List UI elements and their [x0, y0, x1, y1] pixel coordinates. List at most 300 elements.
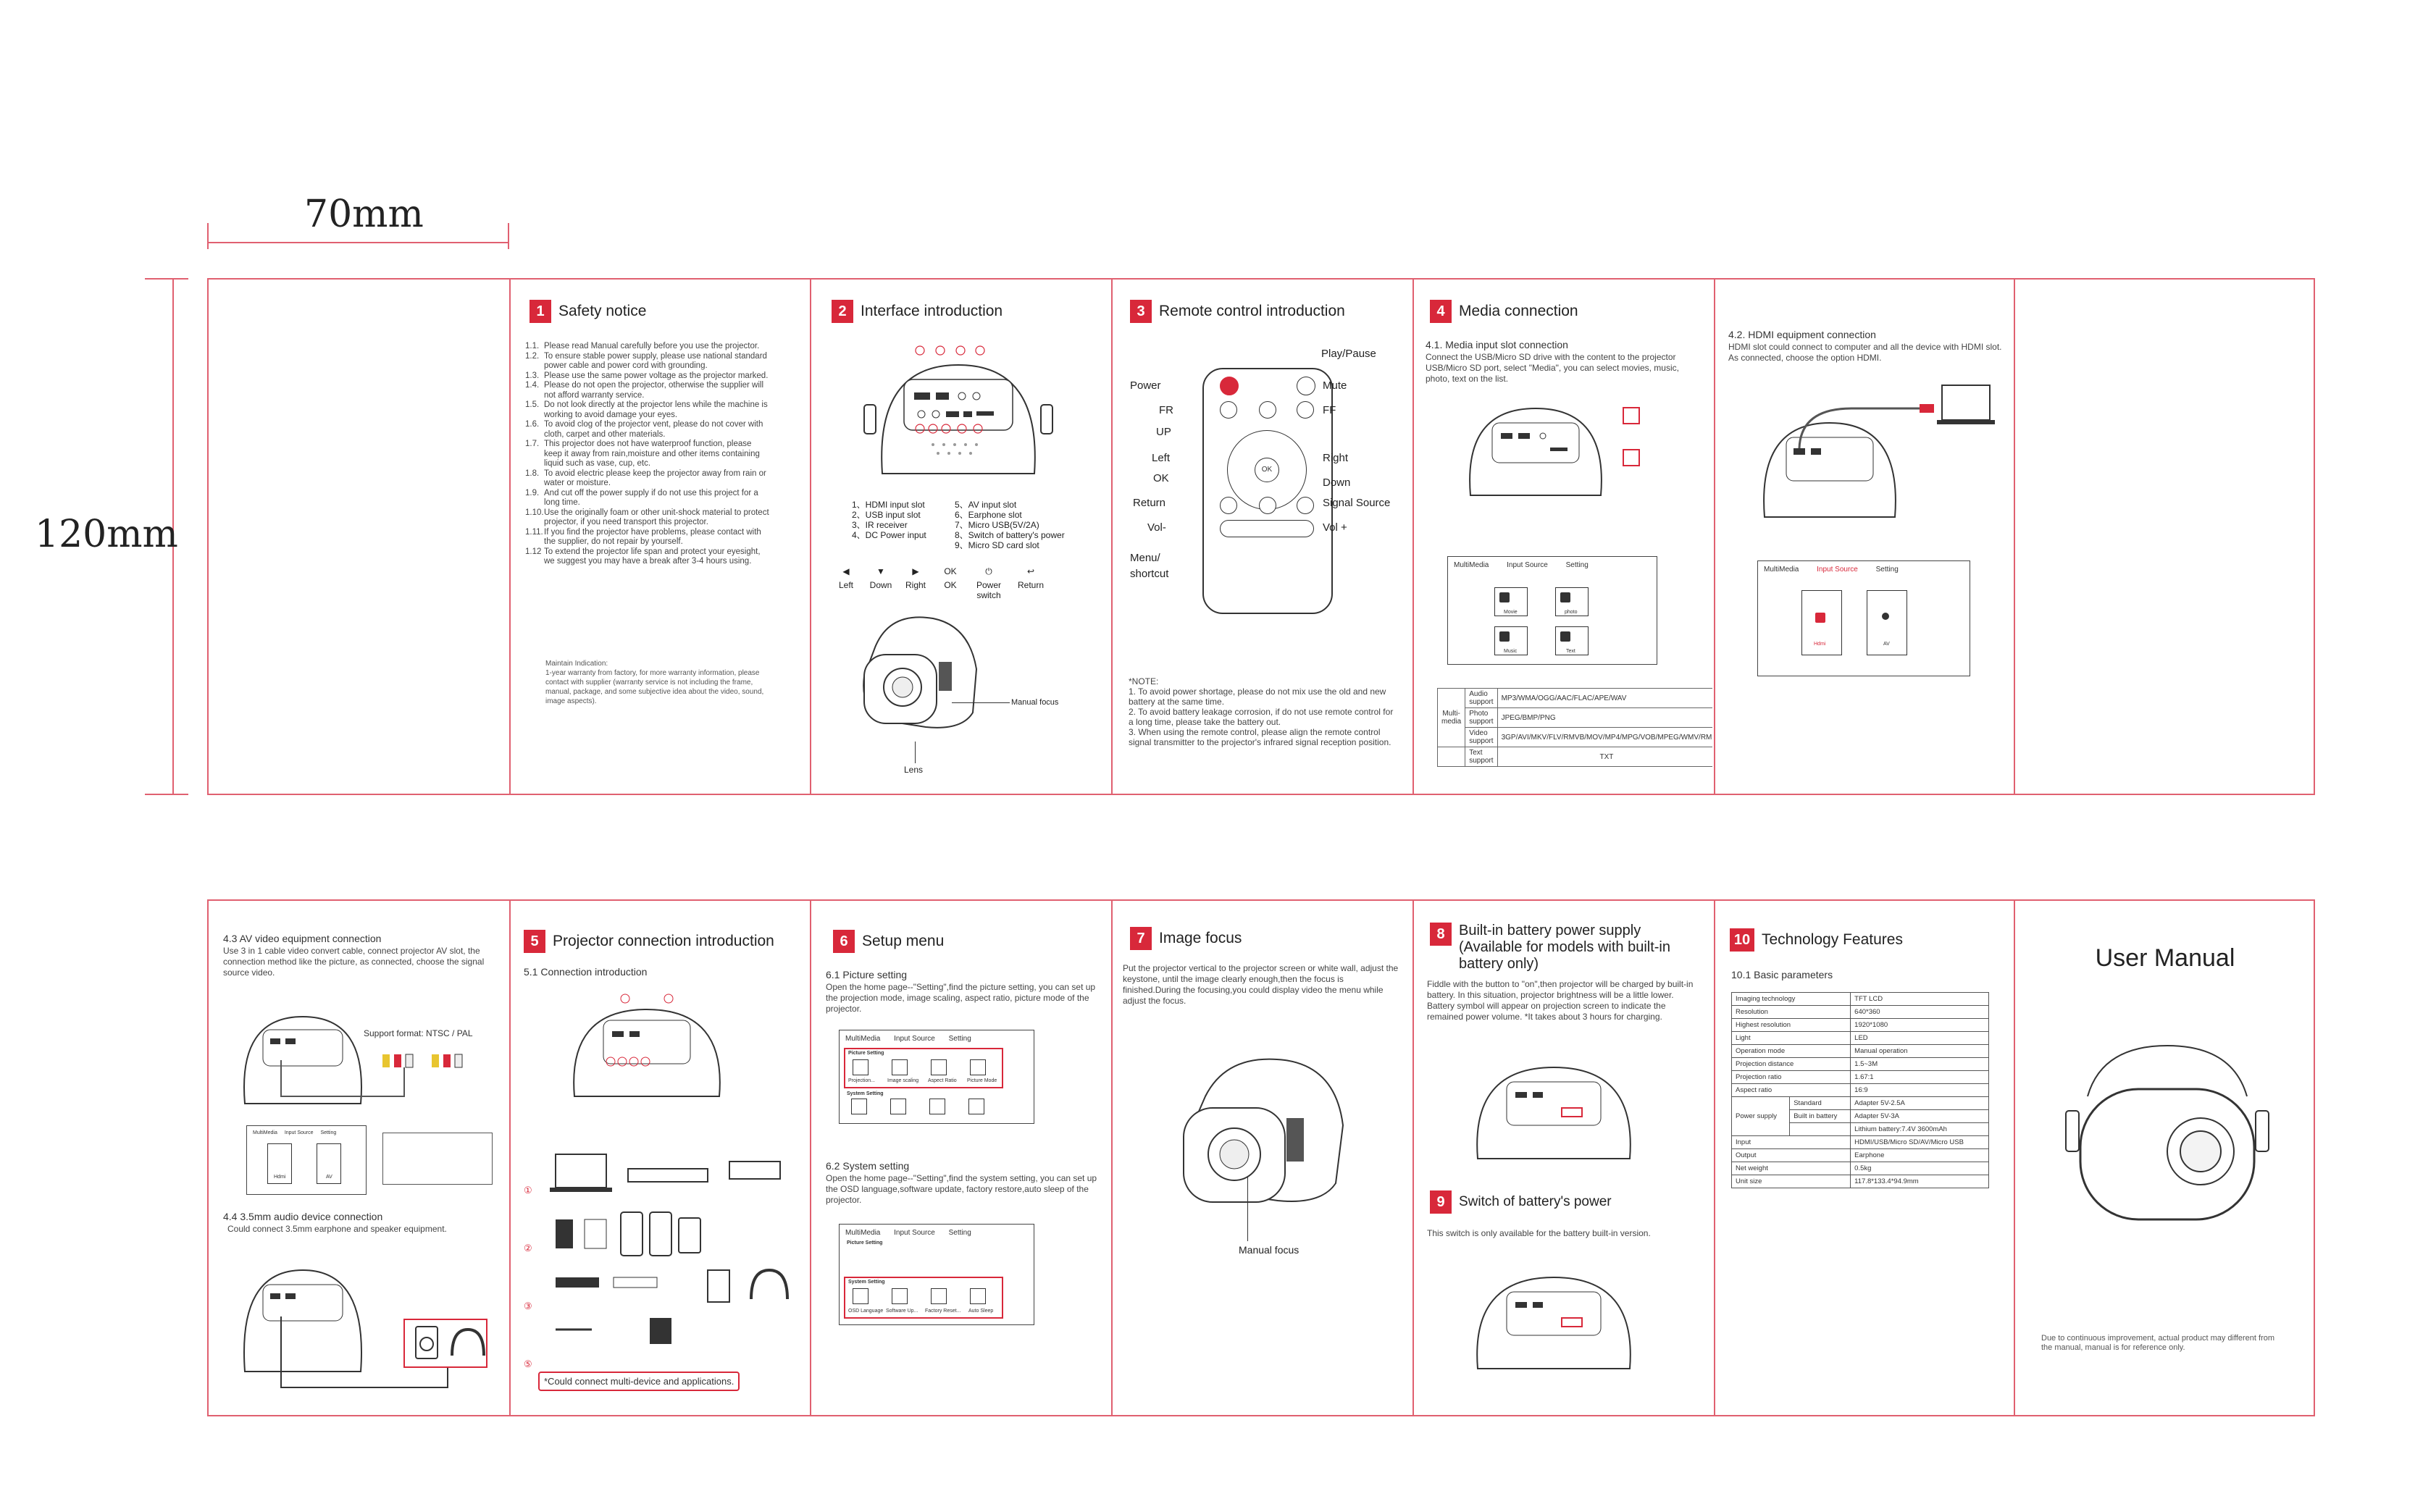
spec-row — [1732, 1084, 1989, 1097]
note-title: *NOTE: — [1129, 676, 1159, 686]
section-number: 2 — [832, 300, 853, 323]
music-tile[interactable] — [1494, 626, 1528, 655]
projector-side-illustration — [846, 604, 991, 742]
battery-heading — [1430, 923, 1691, 973]
remote-label: Mute — [1323, 379, 1347, 392]
ok-button[interactable]: OK — [1255, 458, 1279, 482]
image-scaling-tile[interactable] — [892, 1059, 908, 1075]
spec-value: 1920*1080 — [1851, 1019, 1989, 1032]
section-title: Safety notice — [558, 303, 647, 319]
support-format: Support format: NTSC / PAL — [364, 1028, 473, 1038]
section-number: 5 — [524, 930, 545, 953]
safety-item-text: If you find the projector have problems, please contact with the supplier, do not repair by yourself. — [544, 527, 761, 546]
av-source-tile[interactable] — [317, 1143, 341, 1184]
maintain-title: Maintain Indication: — [545, 660, 608, 668]
movie-tile[interactable] — [1494, 587, 1528, 616]
note-item: 3. When using the remote control, please align the remote control signal transmitter to the projector's infrared signal reception position. — [1129, 727, 1391, 747]
table-group-label: Multi-media — [1438, 689, 1465, 747]
spec-value: Earphone — [1851, 1149, 1989, 1162]
spec-value: LED — [1851, 1032, 1989, 1045]
safety-item-text: Do not look directly at the projector lens while the machine is working to avoid damage your eyes. — [544, 400, 768, 419]
safety-item-text: To avoid clog of the projector vent, please do not cover with cloth, carpet and other materials. — [544, 420, 763, 439]
right-icon: ▶ — [912, 566, 919, 576]
manual-focus-callout: Manual focus — [1011, 698, 1059, 707]
system-text: Open the home page--"Setting",find the system setting, you can set up the OSD language,software update, factory restore,auto sleep of the projector. — [826, 1173, 1097, 1205]
projector-focus-illustration — [1162, 1046, 1357, 1219]
audio-subheading: 4.4 3.5mm audio device connection — [223, 1211, 383, 1222]
text-tile[interactable] — [1555, 626, 1589, 655]
nav-keys — [829, 566, 1075, 600]
focus-heading — [1130, 927, 1242, 950]
safety-item-text: And cut off the power supply if do not use this project for a long time. — [544, 488, 758, 507]
nav-label: Right — [905, 580, 926, 590]
section-number: 10 — [1730, 928, 1754, 952]
spec-row — [1732, 993, 1989, 1006]
port-item: 4、DC Power input — [852, 530, 926, 540]
tab-setting[interactable]: Setting — [1565, 561, 1589, 569]
connection-note: *Could connect multi-device and applications. — [538, 1372, 740, 1391]
group-label: System Setting — [848, 1280, 885, 1285]
ff-button[interactable] — [1297, 401, 1314, 419]
nav-label: OK — [944, 580, 957, 590]
spec-key: Light — [1732, 1032, 1851, 1045]
tab-multimedia[interactable]: MultiMedia — [1454, 561, 1489, 569]
manual-focus-callout: Manual focus — [1239, 1244, 1299, 1256]
section-title: Projector connection introduction — [553, 933, 774, 949]
note-item: 1. To avoid power shortage, please do not mix use the old and new battery at the same time. — [1129, 686, 1386, 707]
safety-item-number: 1.12 — [525, 547, 542, 556]
nav-symbols — [829, 566, 1075, 577]
safety-item-number: 1.11. — [525, 527, 543, 537]
media-panel — [1412, 278, 1712, 795]
tile-label: Music — [1504, 649, 1518, 654]
spec-row — [1732, 1006, 1989, 1019]
safety-item-text: This projector does not have waterproof function, please keep it away from rain,moisture and other items containing liquid such as vase, cup, etc. — [544, 440, 760, 468]
auto-sleep-tile[interactable] — [968, 1099, 984, 1114]
spec-key — [1790, 1123, 1851, 1136]
nav-label: Return — [1017, 580, 1045, 590]
port-item: 3、IR receiver — [852, 520, 908, 530]
remote-label: Signal Source — [1323, 497, 1391, 509]
section-title: Built-in battery power supply (Available for models with built-in battery only) — [1459, 923, 1670, 972]
tile-label: AV — [1883, 642, 1890, 647]
safety-item — [525, 469, 771, 489]
safety-item-number: 1.6. — [525, 420, 540, 429]
software-update-tile[interactable] — [892, 1288, 908, 1304]
remote-label: Right — [1323, 452, 1349, 464]
tile-label: OSD Language — [848, 1309, 884, 1314]
remote-label: OK — [1153, 472, 1169, 484]
focus-text: Put the projector vertical to the projector screen or white wall, adjust the keystone, until the image clearly enough,then the focus is finished.During the focusing,you could display video the menu while adjust the focus. — [1123, 963, 1399, 1006]
system-setting-group — [844, 1277, 1003, 1319]
spec-key: Output — [1732, 1149, 1851, 1162]
remote-panel — [1111, 278, 1411, 795]
hdmi-source-tile[interactable] — [1801, 590, 1842, 655]
section-number: 7 — [1130, 927, 1152, 950]
spec-row — [1732, 1136, 1989, 1149]
tab-setting[interactable]: Setting — [1875, 566, 1899, 574]
tech-panel — [1714, 901, 2014, 1415]
note-item: 2. To avoid battery leakage corrosion, if do not use remote control for a long time, please take the battery out. — [1129, 707, 1394, 727]
table-cell: Photo support — [1465, 708, 1497, 728]
row-number: ① — [524, 1185, 532, 1196]
down-icon: ▼ — [876, 566, 885, 576]
multimedia-menu — [1447, 556, 1657, 665]
spec-value: 0.5kg — [1851, 1162, 1989, 1175]
maintain-indication — [545, 659, 777, 706]
spec-key: Projection distance — [1732, 1058, 1851, 1071]
safety-item-text: To avoid electric please keep the projector away from rain or water or moisture. — [544, 469, 766, 487]
port-item: 5、AV input slot — [955, 500, 1017, 510]
hdmi-text: HDMI slot could connect to computer and all the device with HDMI slot. As connected, choose the option HDMI. — [1728, 342, 2002, 363]
tile-label: Software Up... — [886, 1309, 918, 1314]
spec-key: Built in battery — [1790, 1110, 1851, 1123]
signal-source-button[interactable] — [1297, 497, 1314, 514]
power-button[interactable] — [1220, 377, 1239, 395]
av-text: Use 3 in 1 cable video convert cable, connect projector AV slot, the connection method like the picture, as connected, choose the signal source video. — [223, 946, 485, 978]
spec-key: Operation mode — [1732, 1045, 1851, 1058]
section-title: Technology Features — [1762, 931, 1903, 948]
table-cell: Text support — [1465, 747, 1497, 767]
section-number: 9 — [1430, 1190, 1452, 1214]
tile-label: Text — [1566, 649, 1575, 654]
sd-card-icon — [1623, 449, 1640, 466]
projector-connection-panel — [509, 901, 809, 1415]
safety-item — [525, 342, 771, 352]
tile-label: Movie — [1504, 610, 1518, 615]
remote-label: UP — [1156, 426, 1171, 438]
tile-label: Projection... — [848, 1078, 875, 1083]
picture-subheading: 6.1 Picture setting — [826, 969, 908, 980]
section-number: 1 — [530, 300, 551, 323]
nav-label: Down — [869, 580, 892, 590]
spec-key: Resolution — [1732, 1006, 1851, 1019]
tab-multimedia[interactable]: MultiMedia — [845, 1229, 881, 1237]
spec-key: Highest resolution — [1732, 1019, 1851, 1032]
photo-tile[interactable] — [1555, 587, 1589, 616]
remote-label: Return — [1133, 497, 1166, 509]
section-number: 4 — [1430, 300, 1452, 323]
nav-label: Left — [838, 580, 853, 590]
remote-label: FR — [1159, 404, 1173, 416]
hdmi-panel — [1714, 278, 2014, 795]
section-title: Remote control introduction — [1159, 303, 1345, 319]
remote-label: Power — [1130, 379, 1161, 392]
tab-input-source[interactable]: Input Source — [894, 1035, 935, 1043]
factory-reset-tile[interactable] — [931, 1288, 947, 1304]
spec-value: Manual operation — [1851, 1045, 1989, 1058]
safety-item-number: 1.9. — [525, 488, 540, 497]
audio-text: Could connect 3.5mm earphone and speaker equipment. — [227, 1224, 447, 1234]
projector-media-illustration — [1456, 394, 1615, 503]
section-title: Interface introduction — [861, 303, 1003, 319]
tile-label: Picture Mode — [967, 1078, 997, 1083]
tab-input-source[interactable]: Input Source — [1817, 566, 1858, 574]
media-subheading: 4.1. Media input slot connection — [1426, 339, 1568, 350]
media-text: Connect the USB/Micro SD drive with the content to the projector USB/Micro SD port, select "Media", you can select movies, music, photo, text on the list. — [1426, 352, 1679, 384]
picture-text: Open the home page--"Setting",find the picture setting, you can set up the projection mode, image scaling, aspect ratio, picture mode of the projector. — [826, 982, 1096, 1014]
devices-illustration — [541, 1140, 802, 1357]
safety-item-number: 1.1. — [525, 342, 540, 350]
remote-notes — [1129, 676, 1397, 747]
section-title: Media connection — [1459, 303, 1578, 319]
tech-subheading: 10.1 Basic parameters — [1731, 969, 1833, 980]
av-input-source-menu — [246, 1125, 367, 1195]
spec-value: 1.67:1 — [1851, 1071, 1989, 1084]
hdmi-subheading: 4.2. HDMI equipment connection — [1728, 329, 1876, 340]
table-cell: TXT — [1497, 747, 1712, 767]
tab-input-source[interactable]: Input Source — [1507, 561, 1548, 569]
connection-subheading: 5.1 Connection introduction — [524, 966, 648, 978]
spec-row — [1732, 1058, 1989, 1071]
port-item: 1、HDMI input slot — [852, 500, 925, 510]
nav-labels — [829, 580, 1075, 600]
row-number: ② — [524, 1243, 532, 1253]
spec-row — [1732, 1045, 1989, 1058]
software-update-tile[interactable] — [890, 1099, 906, 1114]
width-label: 70mm — [304, 193, 424, 236]
tab-multimedia[interactable]: MultiMedia — [253, 1130, 277, 1135]
tile-label: Image scaling — [887, 1078, 919, 1083]
spec-row — [1732, 1149, 1989, 1162]
safety-item-text: Use the originally foam or other unit-shock material to protect projector, if you need transport this projector. — [544, 508, 769, 526]
table-cell: Video support — [1465, 728, 1497, 747]
tab-input-source[interactable]: Input Source — [894, 1229, 935, 1237]
safety-item-number: 1.10. — [525, 508, 544, 517]
spec-key: Input — [1732, 1136, 1851, 1149]
battery-switch-text: This switch is only available for the battery built-in version. — [1427, 1228, 1651, 1238]
group-label: System Setting — [847, 1091, 884, 1096]
safety-item — [525, 371, 771, 382]
spec-row — [1732, 1071, 1989, 1084]
safety-item — [525, 400, 771, 420]
safety-item — [525, 489, 771, 508]
safety-item-number: 1.5. — [525, 400, 540, 409]
input-source-menu — [1757, 560, 1970, 676]
remote-label: Menu/ shortcut — [1130, 552, 1169, 580]
safety-panel — [509, 278, 810, 795]
factory-reset-tile[interactable] — [929, 1099, 945, 1114]
safety-item — [525, 352, 771, 371]
table-cell: JPEG/BMP/PNG — [1497, 708, 1712, 728]
spec-value: Lithium battery:7.4V 3600mAh — [1851, 1123, 1989, 1136]
tab-setting[interactable]: Setting — [948, 1035, 971, 1043]
connection-row-numbers — [524, 1162, 532, 1393]
spec-value: 16:9 — [1851, 1084, 1989, 1097]
safety-item-text: Please use the same power voltage as the projector marked. — [544, 371, 769, 380]
cover-panel — [2015, 901, 2315, 1415]
fr-button[interactable] — [1220, 401, 1237, 419]
spec-value: HDMI/USB/Micro SD/AV/Micro USB — [1851, 1136, 1989, 1149]
safety-heading — [530, 300, 646, 323]
hdmi-connection-illustration — [1743, 379, 1996, 524]
av-panel — [209, 901, 508, 1415]
tech-spec-table — [1731, 992, 1989, 1188]
spec-key: Standard — [1790, 1097, 1851, 1110]
height-label: 120mm — [35, 513, 178, 556]
tile-label: Aspect Ratio — [928, 1078, 957, 1083]
av-connection-illustration — [238, 988, 491, 1111]
section-number: 6 — [833, 930, 855, 953]
spec-row — [1732, 1032, 1989, 1045]
remote-label: Vol + — [1323, 521, 1347, 534]
port-item: 9、Micro SD card slot — [955, 540, 1039, 550]
tab-setting[interactable]: Setting — [320, 1130, 337, 1135]
tab-multimedia[interactable]: MultiMedia — [1764, 566, 1799, 574]
power-icon: ⏻ — [985, 566, 992, 576]
audio-connection-illustration — [238, 1248, 498, 1393]
group-label: Picture Setting — [848, 1051, 884, 1056]
spec-value: 117.8*133.4*94.9mm — [1851, 1175, 1989, 1188]
left-icon: ◀ — [842, 566, 850, 576]
ports-right-list — [955, 500, 1065, 550]
safety-item — [525, 440, 771, 469]
return-button[interactable] — [1220, 497, 1237, 514]
play-pause-button[interactable] — [1259, 401, 1276, 419]
setup-panel — [810, 901, 1110, 1415]
auto-sleep-tile[interactable] — [970, 1288, 986, 1304]
group-label: Picture Setting — [847, 1240, 883, 1246]
power-supply-label: Power supply — [1732, 1097, 1790, 1136]
spec-value: 1.5~3M — [1851, 1058, 1989, 1071]
aspect-ratio-tile[interactable] — [931, 1059, 947, 1075]
ports-left-list — [852, 500, 926, 540]
spec-row — [1732, 1019, 1989, 1032]
spec-value: Adapter 5V-2.5A — [1851, 1097, 1989, 1110]
safety-item — [525, 547, 771, 567]
projector-battery-illustration — [1463, 1053, 1644, 1162]
port-item: 6、Earphone slot — [955, 510, 1022, 520]
osd-language-tile[interactable] — [851, 1099, 867, 1114]
picture-setting-group — [844, 1048, 1003, 1088]
remote-label: FF — [1323, 404, 1336, 416]
safety-item-text: To extend the projector life span and protect your eyesight, we suggest you may have a break after 3-4 hours using. — [544, 547, 761, 566]
spec-key: Aspect ratio — [1732, 1084, 1851, 1097]
section-number: 8 — [1430, 923, 1452, 946]
tile-label: Hdmi — [274, 1175, 286, 1180]
port-item: 7、Micro USB(5V/2A) — [955, 520, 1039, 530]
safety-item-text: Please do not open the projector, otherwise the supplier will not afford warranty service. — [544, 381, 764, 400]
spec-row — [1732, 1162, 1989, 1175]
projector-switch-illustration — [1463, 1263, 1644, 1372]
picture-setting-menu — [839, 1030, 1034, 1124]
section-title: Switch of battery's power — [1459, 1194, 1612, 1209]
safety-item — [525, 508, 771, 528]
tech-heading — [1730, 928, 1903, 952]
maintain-text: 1-year warranty from factory, for more warranty information, please contact with supplier (warranty service is not including the frame, manual, package, and some subjective idea about the video, sound, image aspects). — [545, 669, 764, 705]
projection-tile[interactable] — [853, 1059, 869, 1075]
safety-item-number: 1.4. — [525, 381, 540, 390]
spec-value: TFT LCD — [1851, 993, 1989, 1006]
section-number: 3 — [1130, 300, 1152, 323]
system-setting-menu — [839, 1224, 1034, 1325]
ok-icon: OK — [944, 566, 957, 576]
projector-ports-illustration — [560, 980, 734, 1104]
picture-mode-tile[interactable] — [970, 1059, 986, 1075]
section-title: Image focus — [1159, 930, 1242, 946]
battery-text: Fiddle with the button to "on",then projector will be charged by built-in battery. In this situation, projector brightness will be a little lower. Battery symbol will appear on projection screen to indicate the remained power volume. *It takes about 3 hours for charging. — [1427, 979, 1694, 1022]
av-source-tile[interactable] — [1867, 590, 1907, 655]
tile-label: AV — [326, 1175, 332, 1180]
tab-input-source[interactable]: Input Source — [284, 1130, 314, 1135]
table-cell: MP3/WMA/OGG/AAC/FLAC/APE/WAV — [1497, 689, 1712, 708]
spec-row — [1732, 1175, 1989, 1188]
spec-key: Unit size — [1732, 1175, 1851, 1188]
safety-item-number: 1.3. — [525, 371, 540, 380]
projector-connection-heading — [524, 930, 774, 953]
menu-button[interactable] — [1259, 497, 1276, 514]
safety-item — [525, 381, 771, 400]
av-subheading: 4.3 AV video equipment connection — [223, 933, 382, 944]
safety-item — [525, 420, 771, 440]
focus-panel — [1111, 901, 1411, 1415]
spec-key: Projection ratio — [1732, 1071, 1851, 1084]
safety-item-number: 1.7. — [525, 440, 540, 448]
safety-item — [525, 528, 771, 547]
system-subheading: 6.2 System setting — [826, 1160, 910, 1172]
projector-front-illustration — [2059, 1031, 2276, 1227]
tile-label: Auto Sleep — [968, 1309, 994, 1314]
battery-panel — [1412, 901, 1712, 1415]
usb-drive-icon — [1623, 407, 1640, 424]
mute-button[interactable] — [1297, 377, 1315, 395]
row-number: ⑤ — [524, 1358, 532, 1369]
nav-label: Power switch — [976, 580, 1001, 600]
safety-item-text: To ensure stable power supply, please use national standard power cable and power cord with grounding. — [544, 351, 767, 370]
spec-row — [1732, 1097, 1989, 1110]
spec-value: Adapter 5V-3A — [1851, 1110, 1989, 1123]
row-number: ③ — [524, 1301, 532, 1311]
remote-label: Down — [1323, 476, 1351, 489]
interface-panel — [810, 278, 1110, 795]
osd-language-tile[interactable] — [853, 1288, 869, 1304]
media-heading — [1430, 300, 1578, 323]
port-item: 2、USB input slot — [852, 510, 921, 520]
interface-heading — [832, 300, 1003, 323]
return-icon: ↩ — [1026, 566, 1035, 576]
table-cell: Audio support — [1465, 689, 1497, 708]
spec-key: Net weight — [1732, 1162, 1851, 1175]
tile-label: Hdmi — [1814, 642, 1826, 647]
tab-setting[interactable]: Setting — [948, 1229, 971, 1237]
port-item: 8、Switch of battery's power — [955, 530, 1065, 540]
remote-label: Play/Pause — [1321, 348, 1376, 360]
battery-switch-heading — [1430, 1190, 1612, 1214]
safety-item-text: Please read Manual carefully before you use the projector. — [544, 342, 760, 350]
section-title: Setup menu — [862, 933, 945, 949]
safety-item-number: 1.8. — [525, 469, 540, 478]
safety-item-number: 1.2. — [525, 351, 540, 361]
remote-heading — [1130, 300, 1345, 323]
table-cell: 3GP/AVI/MKV/FLV/RMVB/MOV/MP4/MPG/VOB/MPEG/WMV/RM — [1497, 728, 1712, 747]
remote-label: Vol- — [1147, 521, 1166, 534]
cover-title: User Manual — [2095, 944, 2235, 972]
set-top-box-icons — [382, 1133, 493, 1185]
projector-back-illustration — [861, 336, 1056, 481]
tab-multimedia[interactable]: MultiMedia — [845, 1035, 881, 1043]
spec-key: Imaging technology — [1732, 993, 1851, 1006]
tile-label: Factory Reset... — [925, 1309, 961, 1314]
setup-heading — [833, 930, 944, 953]
cover-footnote: Due to continuous improvement, actual product may different from the manual, manual is for reference only. — [2041, 1334, 2275, 1352]
media-support-table — [1437, 688, 1712, 767]
volume-rocker[interactable] — [1220, 520, 1314, 537]
hdmi-source-tile[interactable] — [267, 1143, 292, 1184]
remote-label: Left — [1152, 452, 1171, 464]
tile-label: photo — [1565, 610, 1578, 615]
lens-callout: Lens — [904, 765, 924, 775]
spec-value: 640*360 — [1851, 1006, 1989, 1019]
